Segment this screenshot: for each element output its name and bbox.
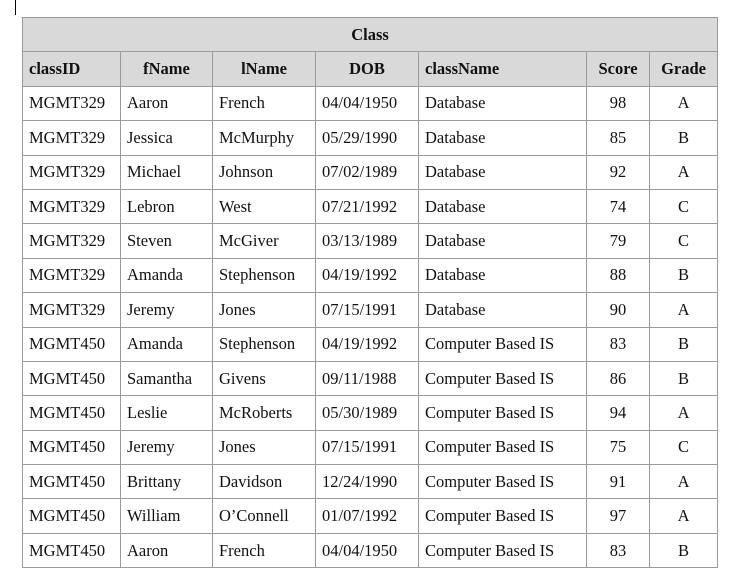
cell-grade: A	[650, 396, 718, 430]
cell-score: 91	[587, 465, 650, 499]
cell-score: 85	[587, 121, 650, 155]
cell-class-name: Database	[419, 293, 587, 327]
cell-grade: A	[650, 499, 718, 533]
table-row	[23, 293, 718, 327]
cell-last-name: Jones	[213, 430, 316, 464]
cell-grade: C	[650, 189, 718, 223]
cell-first-name: Lebron	[121, 189, 213, 223]
cell-score: 75	[587, 430, 650, 464]
cell-first-name: Jeremy	[121, 293, 213, 327]
cell-class-id: MGMT450	[23, 499, 121, 533]
column-header-lname: lName	[213, 52, 316, 86]
cell-first-name: Leslie	[121, 396, 213, 430]
cell-grade: C	[650, 430, 718, 464]
cell-first-name: Michael	[121, 155, 213, 189]
cell-last-name: McRoberts	[213, 396, 316, 430]
cell-last-name: French	[213, 533, 316, 567]
cell-score: 83	[587, 327, 650, 361]
cell-grade: A	[650, 155, 718, 189]
cell-last-name: Givens	[213, 361, 316, 395]
cell-class-id: MGMT329	[23, 155, 121, 189]
cell-last-name: Jones	[213, 293, 316, 327]
cell-grade: B	[650, 533, 718, 567]
table-row	[23, 155, 718, 189]
cell-class-name: Database	[419, 86, 587, 120]
cell-first-name: William	[121, 499, 213, 533]
table-row	[23, 189, 718, 223]
table-row	[23, 465, 718, 499]
cell-grade: A	[650, 293, 718, 327]
cell-score: 98	[587, 86, 650, 120]
cell-dob: 04/04/1950	[316, 533, 419, 567]
cell-grade: C	[650, 224, 718, 258]
cell-score: 92	[587, 155, 650, 189]
cell-class-id: MGMT450	[23, 533, 121, 567]
table-row	[23, 86, 718, 120]
cell-class-name: Computer Based IS	[419, 465, 587, 499]
cell-class-name: Computer Based IS	[419, 327, 587, 361]
table-body	[23, 86, 718, 567]
cell-first-name: Jessica	[121, 121, 213, 155]
table-row	[23, 430, 718, 464]
cell-class-id: MGMT450	[23, 430, 121, 464]
cell-dob: 05/29/1990	[316, 121, 419, 155]
cell-grade: B	[650, 121, 718, 155]
cell-dob: 07/21/1992	[316, 189, 419, 223]
cell-last-name: Johnson	[213, 155, 316, 189]
cell-class-name: Database	[419, 121, 587, 155]
cell-score: 86	[587, 361, 650, 395]
cell-dob: 04/04/1950	[316, 86, 419, 120]
cell-last-name: O’Connell	[213, 499, 316, 533]
cell-class-name: Computer Based IS	[419, 499, 587, 533]
table-row	[23, 327, 718, 361]
cell-first-name: Amanda	[121, 327, 213, 361]
cell-grade: B	[650, 327, 718, 361]
table-row	[23, 224, 718, 258]
cell-first-name: Brittany	[121, 465, 213, 499]
table-row	[23, 533, 718, 567]
cell-last-name: McGiver	[213, 224, 316, 258]
table-row	[23, 396, 718, 430]
cell-class-id: MGMT329	[23, 121, 121, 155]
table-row	[23, 121, 718, 155]
table-row	[23, 499, 718, 533]
cell-score: 83	[587, 533, 650, 567]
cell-class-name: Computer Based IS	[419, 396, 587, 430]
cell-class-id: MGMT450	[23, 327, 121, 361]
cell-last-name: Davidson	[213, 465, 316, 499]
text-cursor	[15, 0, 16, 15]
cell-dob: 09/11/1988	[316, 361, 419, 395]
cell-first-name: Jeremy	[121, 430, 213, 464]
cell-class-name: Database	[419, 189, 587, 223]
column-header-dob: DOB	[316, 52, 419, 86]
column-header-score: Score	[587, 52, 650, 86]
cell-class-id: MGMT329	[23, 293, 121, 327]
column-header-grade: Grade	[650, 52, 718, 86]
cell-first-name: Samantha	[121, 361, 213, 395]
cell-score: 88	[587, 258, 650, 292]
cell-last-name: Stephenson	[213, 258, 316, 292]
cell-grade: B	[650, 258, 718, 292]
cell-score: 74	[587, 189, 650, 223]
cell-score: 97	[587, 499, 650, 533]
cell-dob: 05/30/1989	[316, 396, 419, 430]
cell-class-name: Computer Based IS	[419, 430, 587, 464]
cell-class-id: MGMT329	[23, 224, 121, 258]
table-header-row	[23, 52, 718, 86]
cell-dob: 04/19/1992	[316, 258, 419, 292]
cell-class-id: MGMT450	[23, 465, 121, 499]
cell-first-name: Amanda	[121, 258, 213, 292]
column-header-classid: classID	[23, 52, 121, 86]
class-table	[22, 17, 718, 568]
cell-dob: 01/07/1992	[316, 499, 419, 533]
column-header-classname: className	[419, 52, 587, 86]
cell-dob: 07/15/1991	[316, 430, 419, 464]
cell-score: 90	[587, 293, 650, 327]
cell-last-name: French	[213, 86, 316, 120]
cell-class-id: MGMT329	[23, 86, 121, 120]
table-title: Class	[23, 18, 718, 52]
cell-first-name: Aaron	[121, 86, 213, 120]
cell-class-id: MGMT329	[23, 189, 121, 223]
cell-grade: A	[650, 465, 718, 499]
cell-class-id: MGMT329	[23, 258, 121, 292]
table-row	[23, 361, 718, 395]
cell-last-name: Stephenson	[213, 327, 316, 361]
cell-last-name: McMurphy	[213, 121, 316, 155]
column-header-fname: fName	[121, 52, 213, 86]
cell-class-name: Database	[419, 224, 587, 258]
cell-class-id: MGMT450	[23, 396, 121, 430]
cell-dob: 07/02/1989	[316, 155, 419, 189]
cell-class-id: MGMT450	[23, 361, 121, 395]
cell-dob: 03/13/1989	[316, 224, 419, 258]
table-row	[23, 258, 718, 292]
cell-class-name: Database	[419, 258, 587, 292]
cell-dob: 07/15/1991	[316, 293, 419, 327]
cell-score: 79	[587, 224, 650, 258]
cell-grade: A	[650, 86, 718, 120]
cell-first-name: Aaron	[121, 533, 213, 567]
cell-dob: 04/19/1992	[316, 327, 419, 361]
table-title-row	[23, 18, 718, 52]
cell-last-name: West	[213, 189, 316, 223]
cell-first-name: Steven	[121, 224, 213, 258]
cell-score: 94	[587, 396, 650, 430]
cell-class-name: Computer Based IS	[419, 361, 587, 395]
cell-class-name: Database	[419, 155, 587, 189]
cell-class-name: Computer Based IS	[419, 533, 587, 567]
cell-grade: B	[650, 361, 718, 395]
cell-dob: 12/24/1990	[316, 465, 419, 499]
